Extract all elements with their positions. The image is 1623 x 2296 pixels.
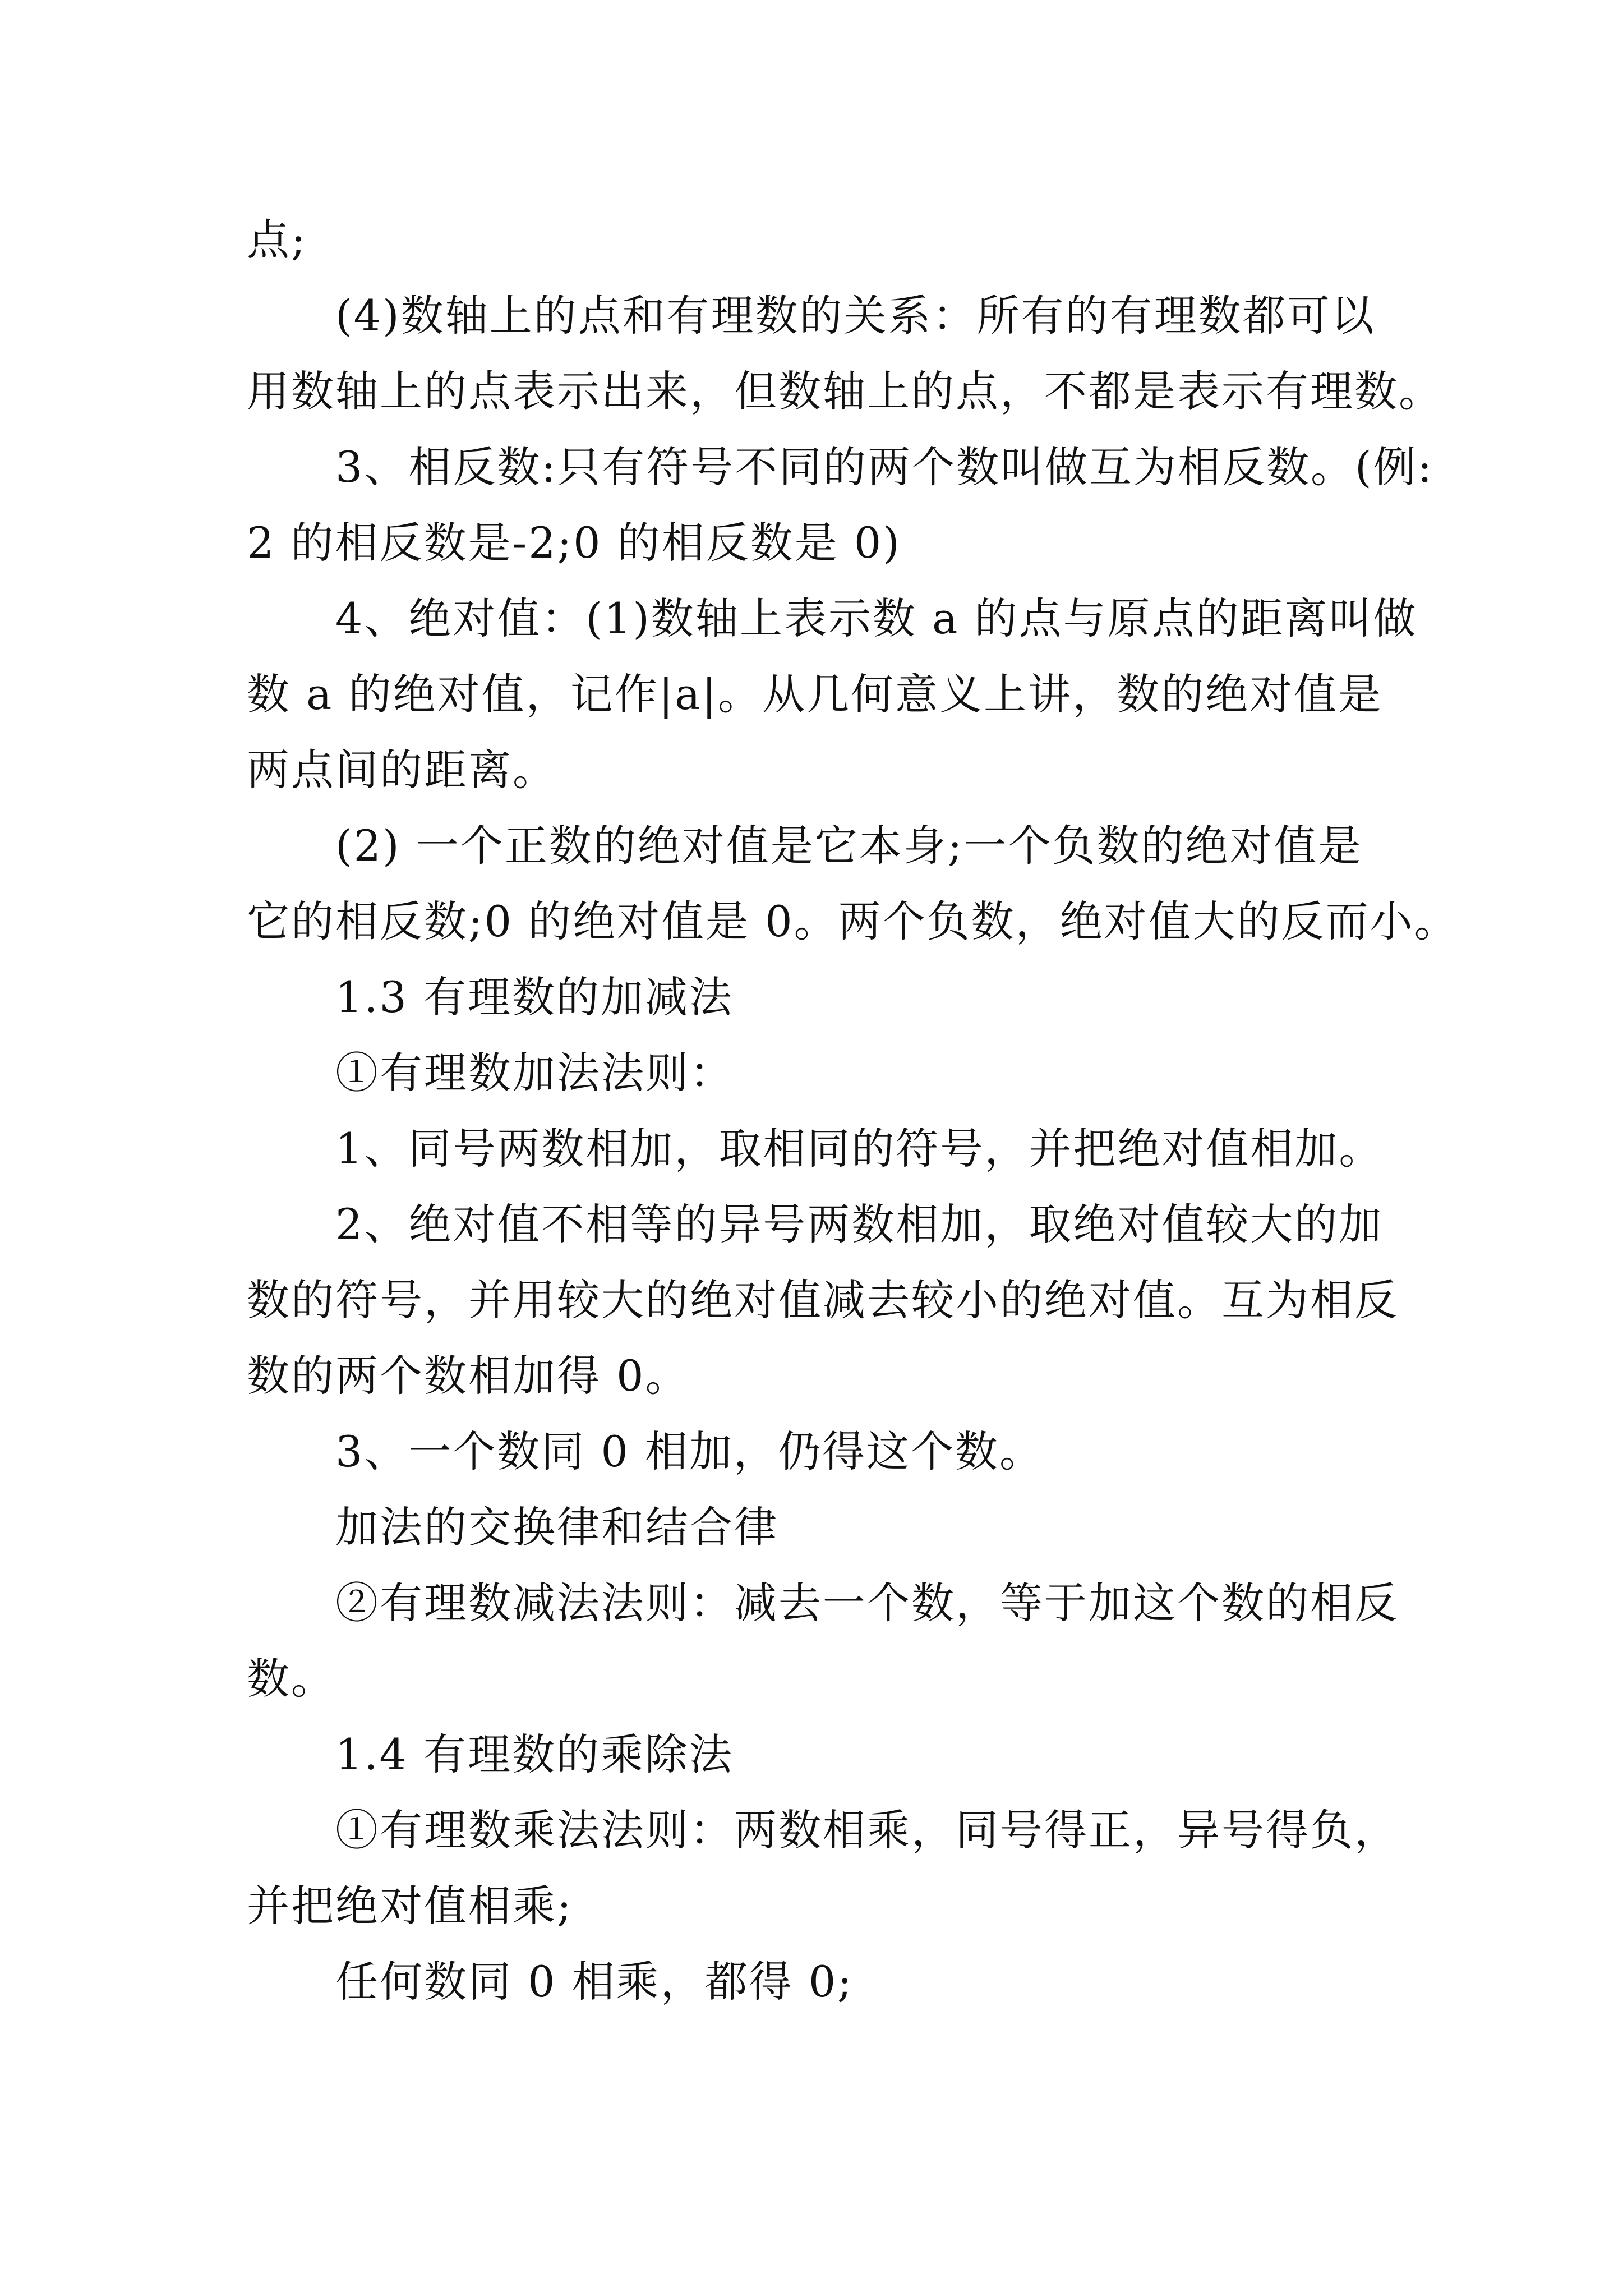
- text-line: 3、一个数同 0 相加，仍得这个数。: [335, 1427, 1044, 1476]
- section-heading: 1.3 有理数的加减法: [335, 972, 734, 1022]
- section-heading: 1.4 有理数的乘除法: [335, 1729, 734, 1779]
- text-line: 数的符号，并用较大的绝对值减去较小的绝对值。互为相反: [247, 1275, 1399, 1325]
- text-line: 两点间的距离。: [247, 745, 557, 795]
- text-line: 1、同号两数相加，取相同的符号，并把绝对值相加。: [335, 1124, 1384, 1174]
- text-line: 加法的交换律和结合律: [335, 1502, 778, 1552]
- text-line: (2) 一个正数的绝对值是它本身;一个负数的绝对值是: [335, 821, 1363, 871]
- text-line: 数的两个数相加得 0。: [247, 1351, 690, 1401]
- text-line: 2 的相反数是-2;0 的相反数是 0): [247, 518, 901, 568]
- text-line: 用数轴上的点表示出来，但数轴上的点，不都是表示有理数。: [247, 366, 1443, 416]
- text-line: 4、绝对值：(1)数轴上表示数 a 的点与原点的距离叫做: [335, 593, 1418, 643]
- text-line: 任何数同 0 相乘，都得 0;: [335, 1957, 854, 2007]
- text-line: (4)数轴上的点和有理数的关系：所有的有理数都可以: [335, 291, 1376, 341]
- document-page: [247, 202, 1459, 2019]
- text-line: 点;: [247, 215, 307, 265]
- text-line: 数 a 的绝对值，记作|a|。从几何意义上讲，数的绝对值是: [247, 669, 1383, 719]
- text-line: ②有理数减法法则：减去一个数，等于加这个数的相反: [335, 1578, 1399, 1628]
- text-line: 它的相反数;0 的绝对值是 0。两个负数，绝对值大的反而小。: [247, 896, 1459, 946]
- text-line: ①有理数加法法则：: [335, 1048, 734, 1098]
- text-line: 数。: [247, 1654, 335, 1704]
- text-line: 并把绝对值相乘;: [247, 1881, 573, 1931]
- text-line: 3、相反数:只有符号不同的两个数叫做互为相反数。(例:: [335, 442, 1434, 492]
- text-line: ①有理数乘法法则：两数相乘，同号得正，异号得负，: [335, 1805, 1399, 1855]
- text-line: 2、绝对值不相等的异号两数相加，取绝对值较大的加: [335, 1199, 1384, 1249]
